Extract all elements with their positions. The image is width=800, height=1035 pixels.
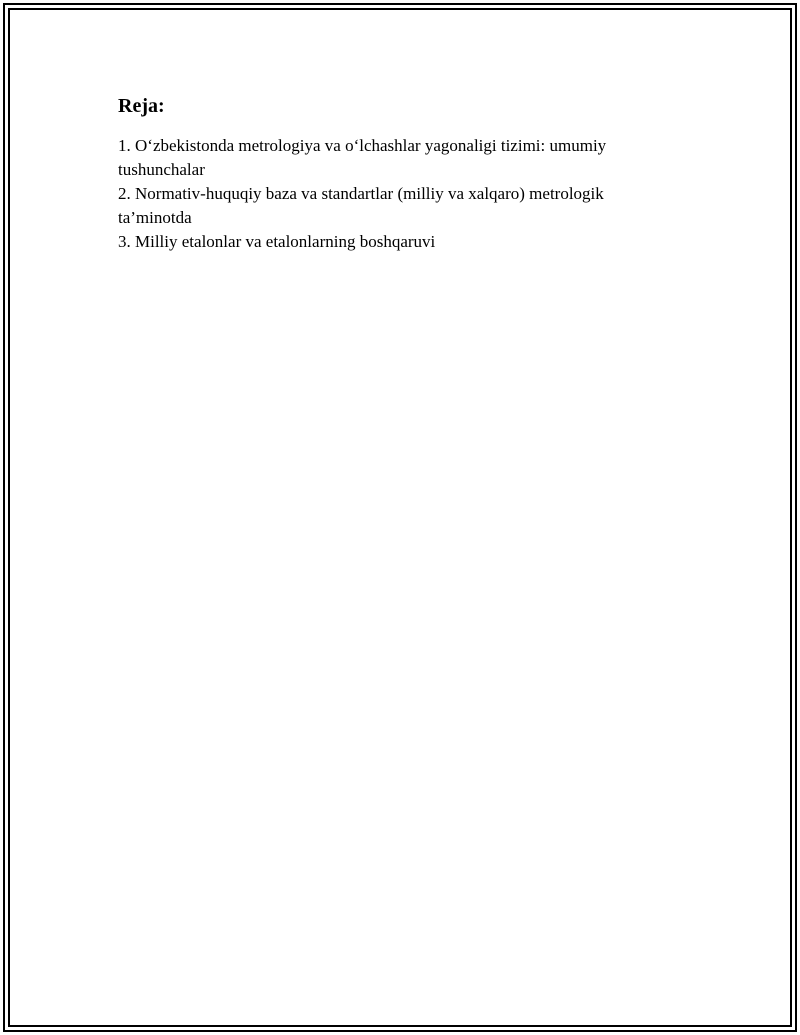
plan-list [118,134,658,254]
document-content [118,94,658,254]
plan-item-3: 3. Milliy etalonlar va etalonlarning boshqaruvi [118,232,436,251]
plan-item-2: 2. Normativ-huquqiy baza va standartlar (milliy va xalqaro) metrologik ta’minotda [118,184,604,227]
plan-item-1: 1. O‘zbekistonda metrologiya va o‘lchashlar yagonaligi tizimi: umumiy tushunchalar [118,136,607,179]
plan-title: Reja: [118,95,165,117]
